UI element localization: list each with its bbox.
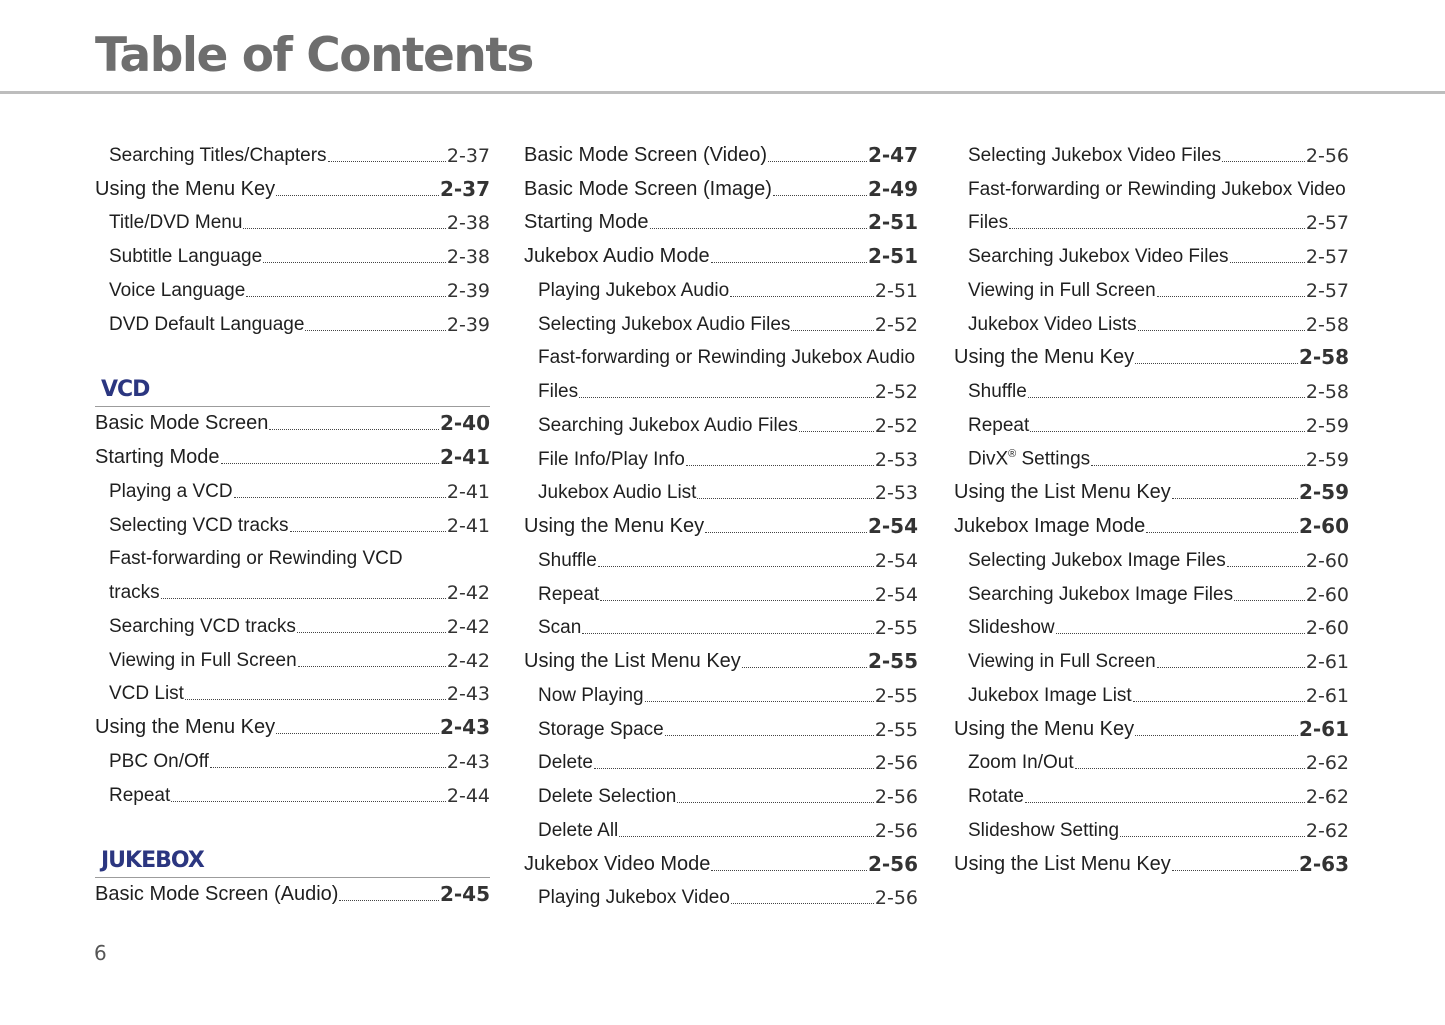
toc-entry[interactable]: Slideshow 2-60 [968,617,1349,640]
toc-entry[interactable]: Jukebox Audio List 2-53 [538,482,918,505]
toc-entry[interactable]: Scan 2-55 [538,617,918,640]
toc-entry[interactable]: Now Playing 2-55 [538,684,918,707]
toc-entry[interactable]: Selecting Jukebox Audio Files 2-52 [538,313,918,336]
toc-entry[interactable]: Viewing in Full Screen 2-42 [109,649,490,672]
toc-entry[interactable]: Selecting Jukebox Image Files 2-60 [968,549,1349,572]
toc-entry[interactable]: Searching Jukebox Audio Files 2-52 [538,414,918,437]
toc-entry[interactable]: Jukebox Image List 2-61 [968,684,1349,707]
toc-entry[interactable]: Delete All 2-56 [538,819,918,842]
toc-entry[interactable]: Starting Mode 2-41 [95,445,490,469]
toc-entry[interactable]: Subtitle Language 2-38 [109,246,490,268]
toc-entry[interactable]: Using the Menu Key 2-54 [524,514,918,538]
toc-entry-wrapped[interactable]: Fast-forwarding or Rewinding Jukebox Audio [538,347,916,369]
toc-entry[interactable]: Jukebox Video Mode 2-56 [524,851,918,876]
toc-entry[interactable]: DivX® Settings 2-59 [968,448,1349,471]
toc-entry[interactable]: DVD Default Language 2-39 [109,313,490,336]
toc-entry[interactable]: Playing Jukebox Audio 2-51 [538,279,918,302]
toc-entry[interactable]: Using the List Menu Key 2-55 [524,649,918,673]
toc-entry[interactable]: VCD List 2-43 [109,683,490,706]
toc-entry[interactable]: Storage Space 2-55 [538,718,918,741]
toc-entry[interactable]: Using the List Menu Key 2-63 [954,851,1349,876]
toc-entry[interactable]: Basic Mode Screen 2-40 [95,411,490,436]
toc-entry[interactable]: Files 2-57 [968,212,1349,235]
toc-entry[interactable]: Jukebox Video Lists 2-58 [968,313,1349,336]
toc-entry[interactable]: Selecting Jukebox Video Files 2-56 [968,144,1349,167]
toc-entry[interactable]: Voice Language 2-39 [109,279,490,302]
toc-entry[interactable]: Playing Jukebox Video 2-56 [538,887,918,910]
toc-entry[interactable]: Zoom In/Out 2-62 [968,752,1349,775]
toc-entry[interactable]: Searching VCD tracks 2-42 [109,615,490,638]
page-number: 6 [94,941,107,965]
toc-entry[interactable]: Basic Mode Screen (Audio) 2-45 [95,882,490,907]
toc-entry[interactable]: Searching Jukebox Image Files 2-60 [968,583,1349,606]
toc-entry[interactable]: Using the List Menu Key 2-59 [954,480,1349,505]
toc-entry[interactable]: Repeat 2-54 [538,583,918,606]
toc-entry[interactable]: Searching Titles/Chapters 2-37 [109,144,490,167]
toc-entry[interactable]: Delete Selection 2-56 [538,786,918,808]
title-divider [0,91,1445,94]
toc-entry[interactable]: PBC On/Off 2-43 [109,750,490,773]
toc-entry[interactable]: Basic Mode Screen (Video) 2-47 [524,142,918,167]
toc-entry[interactable]: Rotate 2-62 [968,786,1349,808]
toc-entry[interactable]: Selecting VCD tracks 2-41 [109,514,490,537]
toc-entry[interactable]: Slideshow Setting 2-62 [968,819,1349,842]
toc-entry[interactable]: Shuffle 2-54 [538,549,918,572]
toc-entry[interactable]: Searching Jukebox Video Files 2-57 [968,246,1349,268]
page-title: Table of Contents [95,28,533,83]
toc-entry[interactable]: Jukebox Audio Mode 2-51 [524,244,918,268]
toc-entry[interactable]: Repeat 2-44 [109,784,490,807]
toc-entry[interactable]: Files 2-52 [538,381,918,403]
toc-entry[interactable]: Viewing in Full Screen 2-57 [968,279,1349,302]
toc-entry[interactable]: File Info/Play Info 2-53 [538,448,918,471]
toc-entry[interactable]: Viewing in Full Screen 2-61 [968,651,1349,673]
toc-entry[interactable]: Using the Menu Key 2-61 [954,716,1349,741]
toc-entry-wrapped[interactable]: Fast-forwarding or Rewinding VCD [109,548,403,570]
toc-entry[interactable]: Using the Menu Key 2-43 [95,715,490,739]
toc-column-2 [524,138,918,914]
toc-entry[interactable]: Repeat 2-59 [968,414,1349,437]
toc-entry[interactable]: Playing a VCD 2-41 [109,480,490,503]
registered-mark: ® [1008,448,1017,461]
toc-entry[interactable]: Basic Mode Screen (Image) 2-49 [524,176,918,201]
toc-entry[interactable]: Shuffle 2-58 [968,381,1349,403]
toc-entry-wrapped[interactable]: Fast-forwarding or Rewinding Jukebox Video [968,178,1346,200]
toc-entry[interactable]: Title/DVD Menu 2-38 [109,212,490,235]
toc-entry[interactable]: Delete 2-56 [538,752,918,775]
section-heading-jukebox: JUKEBOX [95,812,490,878]
toc-entry[interactable]: Using the Menu Key 2-58 [954,345,1349,370]
section-heading-vcd: VCD [95,341,490,407]
toc-entry[interactable]: tracks 2-42 [109,582,490,604]
toc-entry[interactable]: Jukebox Image Mode 2-60 [954,514,1349,538]
toc-column-1 [95,138,490,911]
toc-entry[interactable]: Using the Menu Key 2-37 [95,176,490,201]
toc-entry[interactable]: Starting Mode 2-51 [524,210,918,235]
toc-column-3 [954,138,1349,881]
